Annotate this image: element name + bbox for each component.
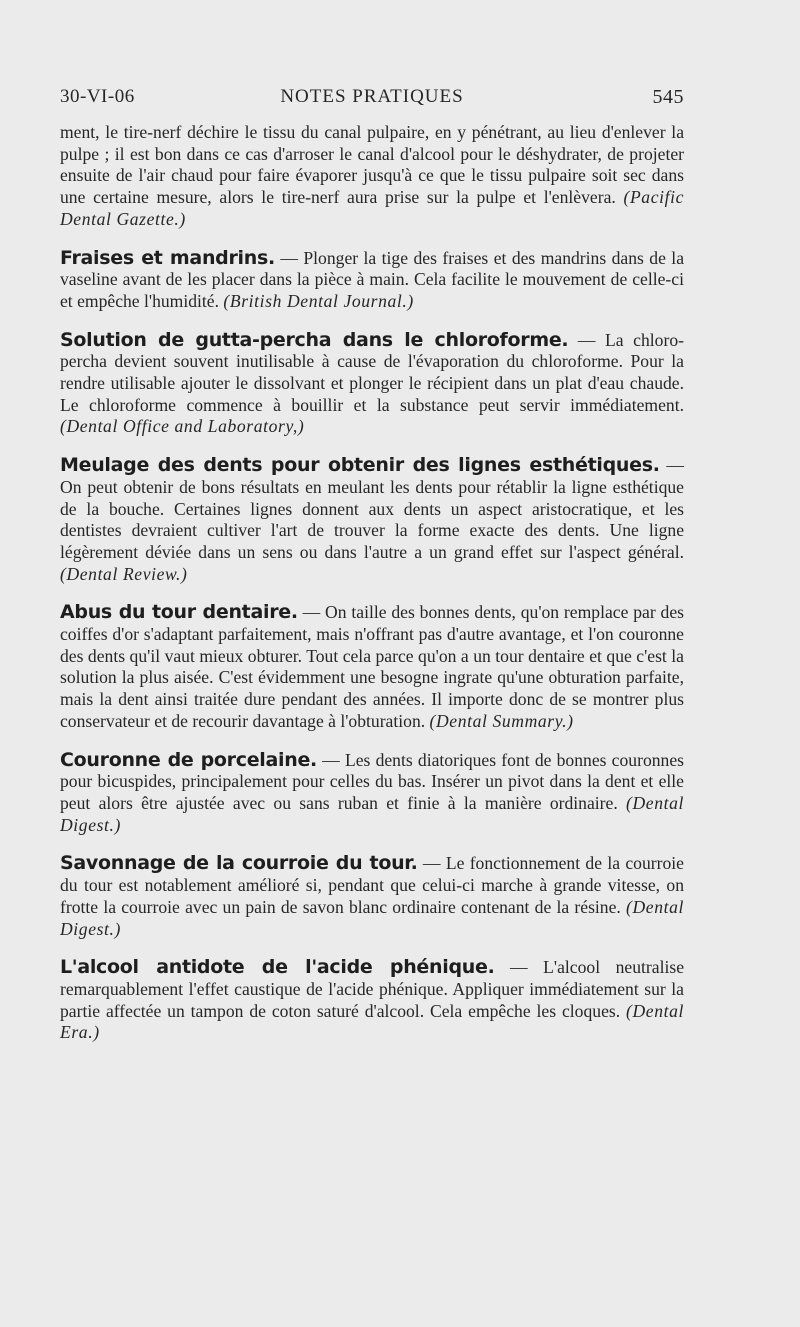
intro-paragraph xyxy=(60,122,684,231)
intro-text: ment, le tire-nerf déchire le tissu du canal pulpaire, en y pénétrant, au lieu d'enlever la pulpe ; il est bon dans ce cas d'arroser le canal d'alcool pour le déshydrater, de projeter ensuite de l'air chaud pour faire évaporer jusqu'à ce que le tissu pulpaire soit sec dans une certaine mesure, alors le tire-nerf aura prise sur la pulpe et l'enlèvera. xyxy=(60,122,684,208)
note-heading: Fraises et mandrins. xyxy=(60,246,275,269)
note-heading: Solution de gutta-percha dans le chloroforme. xyxy=(60,328,569,351)
note-source: (Dental Office and Laboratory,) xyxy=(60,416,305,437)
note-heading: Abus du tour dentaire. xyxy=(60,601,298,624)
header-title: NOTES PRATIQUES xyxy=(280,86,464,107)
intro-source: (Pacific Dental Gazette.) xyxy=(60,187,684,229)
page-number: 545 xyxy=(652,86,684,108)
note-source: (Dental Review.) xyxy=(60,563,188,584)
header-date: 30-VI-06 xyxy=(60,86,135,107)
note-source: (Dental Digest.) xyxy=(60,792,684,835)
note-fraises xyxy=(60,248,684,313)
note-savonnage xyxy=(60,853,684,940)
note-source: (Dental Summary.) xyxy=(429,710,574,731)
note-text: — On taille des bonnes dents, qu'on remplace par des coiffes d'or s'adaptant parfaitement, mais n'offrant pas d'autre avantage, et l'on couronne des dents qu'il vaut mieux obturer. Tout cela parce qu'on a un tour dentaire et que c'est la solution la plus aisée. C'est évidemment une besogne ingrate qu'une obturation parfaite, mais la dent ainsi traitée dure pendant des années. Il importe donc de se montrer plus conservateur et de recourir davantage à l'obturation. xyxy=(60,602,684,731)
note-text: — Plonger la tige des fraises et des mandrins dans de la vaseline avant de les placer dans la pièce à main. Cela facilite le mouvement de celle-ci et empêche l'humidité. xyxy=(60,247,685,311)
note-abus-tour xyxy=(60,602,684,732)
note-heading: Savonnage de la courroie du tour. xyxy=(60,852,418,875)
note-text: — L'alcool neutralise remarquablement l'effet caustique de l'acide phénique. Appliquer immédiatement sur la partie affectée un tampon de coton saturé d'alcool. Cela empêche les cloques. xyxy=(60,957,685,1021)
page-body xyxy=(60,122,684,1044)
note-text: — Les dents diatoriques font de bonnes couronnes pour bicuspides, principalement pour celles du bas. Insérer un pivot dans la dent et elle peut alors être ajustée avec ou sans ruban et finie à la manière ordinaire. xyxy=(60,749,684,813)
note-couronne xyxy=(60,750,684,837)
note-text: — On peut obtenir de bons résultats en meulant les dents pour rétablir la ligne esthétique de la bouche. Certaines lignes donnent aux dents un aspect aristocratique, et les dentistes devraient cultiver l'art de trouver la forme exacte des dents. Une ligne légèrement déviée dans un sens ou dans l'autre a un grand effet sur l'aspect général. xyxy=(60,455,684,562)
note-heading: Couronne de porcelaine. xyxy=(60,748,317,771)
note-meulage xyxy=(60,455,684,585)
note-heading: Meulage des dents pour obtenir des lignes esthétiques. xyxy=(60,454,660,477)
note-alcool xyxy=(60,957,684,1044)
note-source: (British Dental Journal.) xyxy=(223,290,414,311)
note-gutta-percha xyxy=(60,330,684,439)
note-text: — La chloro-percha devient souvent inutilisable à cause de l'évaporation du chloroforme. Pour la rendre utilisable ajouter le dissolvant et plonger le récipient dans un plat d'eau chaude. Le chloroforme commence à bouillir et la substance peut servir immédiatement. xyxy=(60,329,684,415)
note-text: — Le fonctionnement de la courroie du tour est notablement amélioré si, pendant que celui-ci marche à grande vitesse, on frotte la courroie avec un pain de savon blanc ordinaire contenant de la résine. xyxy=(60,853,684,917)
note-source: (Dental Era.) xyxy=(60,1000,684,1043)
note-source: (Dental Digest.) xyxy=(60,896,684,939)
running-header xyxy=(60,86,684,116)
note-heading: L'alcool antidote de l'acide phénique. xyxy=(60,956,495,979)
